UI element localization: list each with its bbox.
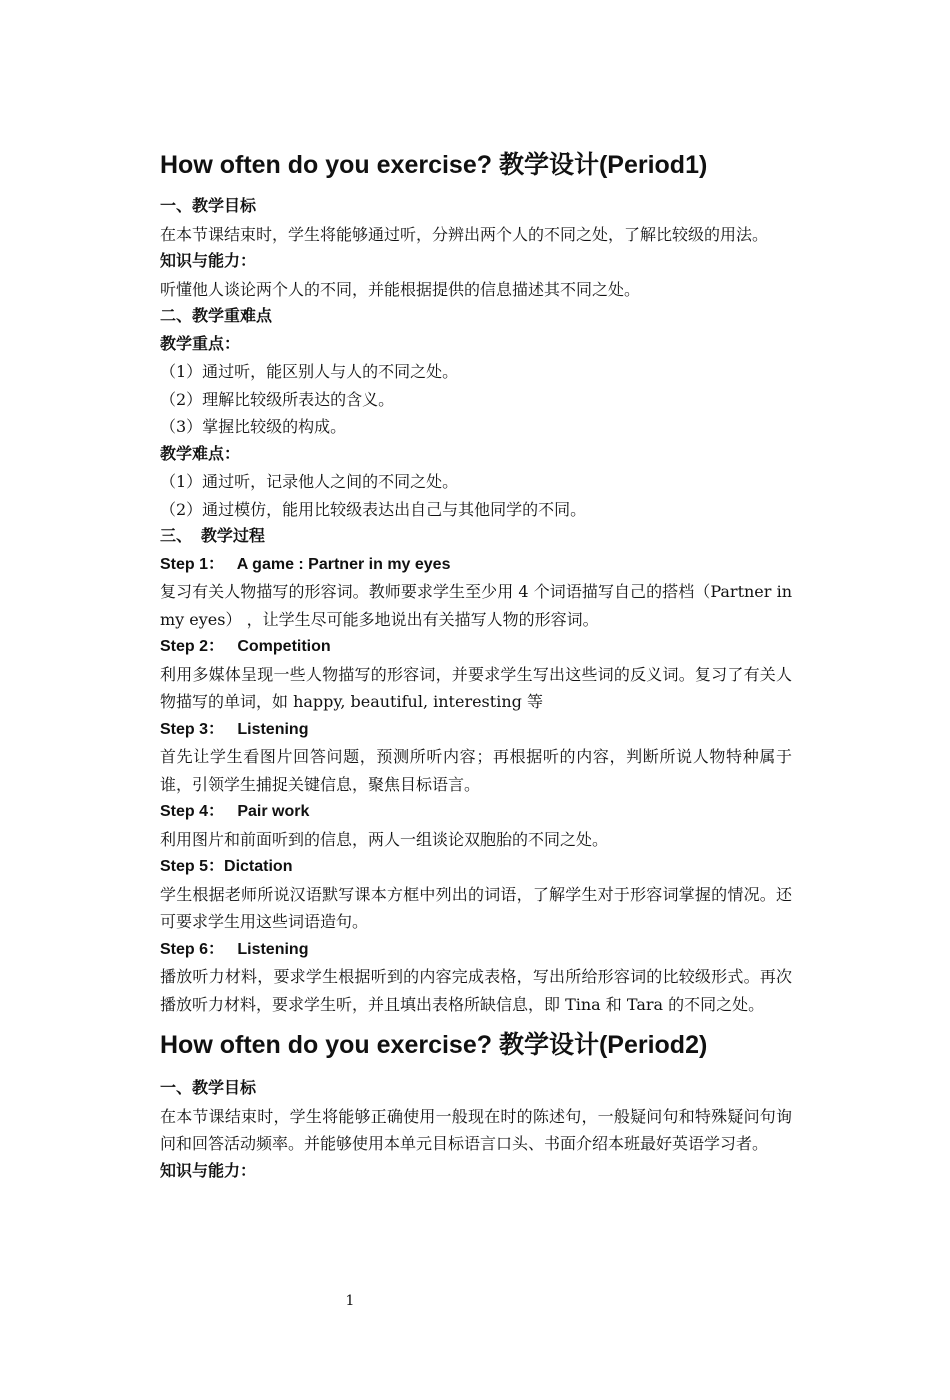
difficulty-item: （2）通过模仿，能用比较级表达出自己与其他同学的不同。 — [160, 499, 587, 519]
document-page — [160, 148, 792, 1185]
period2-goal-heading: 一、教学目标 — [160, 1080, 257, 1097]
step-label: Step 4： Pair work — [160, 803, 310, 820]
period2-title: How often do you exercise? 教学设计(Period2) — [160, 1031, 708, 1059]
step-label: Step 2： Competition — [160, 638, 331, 655]
focus-item: （2）理解比较级所表达的含义。 — [160, 389, 395, 409]
step-text: 学生根据老师所说汉语默写课本方框中列出的词语，了解学生对于形容词掌握的情况。还可要求学生用这些词语造句。 — [160, 884, 792, 931]
difficulty-item: （1）通过听，记录他人之间的不同之处。 — [160, 472, 459, 491]
step-label: Step 3： Listening — [160, 720, 309, 738]
step-text: 利用多媒体呈现一些人物描写的形容词，并要求学生写出这些词的反义词。复习了有关人物描写的单词，如 happy, beautiful, interesting 等 — [160, 664, 792, 711]
step-label: Step 6： Listening — [160, 940, 309, 958]
focus-item: （3）掌握比较级的构成。 — [160, 417, 347, 436]
period1-key-heading: 二、教学重难点 — [160, 308, 273, 325]
step-text: 首先让学生看图片回答问题，预测所听内容；再根据听的内容，判断所说人物特种属于谁，引领学生捕捉关键信息，聚焦目标语言。 — [160, 747, 792, 794]
period2-goal-text: 在本节课结束时，学生将能够正确使用一般现在时的陈述句，一般疑问句和特殊疑问句询问和回答活动频率。并能够使用本单元目标语言口头、书面介绍本班最好英语学习者。 — [160, 1106, 792, 1153]
period1-focus-heading: 教学重点： — [160, 335, 241, 353]
step-label: Step 1： A game : Partner in my eyes — [160, 555, 451, 573]
page-number: 1 — [345, 1293, 355, 1309]
step-text: 播放听力材料，要求学生根据听到的内容完成表格，写出所给形容词的比较级形式。再次播放听力材料，要求学生听，并且填出表格所缺信息，即 Tina 和 Tara 的不同之处。 — [160, 967, 792, 1014]
period1-process-heading: 三、 教学过程 — [160, 528, 265, 545]
period1-ability-text: 听懂他人谈论两个人的不同，并能根据提供的信息描述其不同之处。 — [160, 279, 641, 299]
period2-ability-heading: 知识与能力： — [160, 1162, 257, 1180]
period1-ability-heading: 知识与能力： — [160, 253, 257, 270]
period1-difficulty-heading: 教学难点： — [160, 445, 241, 463]
period1-goal-heading: 一、教学目标 — [160, 198, 257, 215]
period1-title: How often do you exercise? 教学设计(Period1) — [160, 151, 708, 179]
focus-item: （1）通过听，能区别人与人的不同之处。 — [160, 362, 459, 381]
step-text: 复习有关人物描写的形容词。教师要求学生至少用 4 个词语描写自己的搭档（Partner in my eyes） ，让学生尽可能多地说出有关描写人物的形容词。 — [160, 582, 792, 629]
step-text: 利用图片和前面听到的信息，两人一组谈论双胞胎的不同之处。 — [160, 829, 609, 849]
period1-goal-text: 在本节课结束时，学生将能够通过听，分辨出两个人的不同之处，了解比较级的用法。 — [160, 224, 769, 244]
step-label: Step 5：Dictation — [160, 858, 293, 875]
